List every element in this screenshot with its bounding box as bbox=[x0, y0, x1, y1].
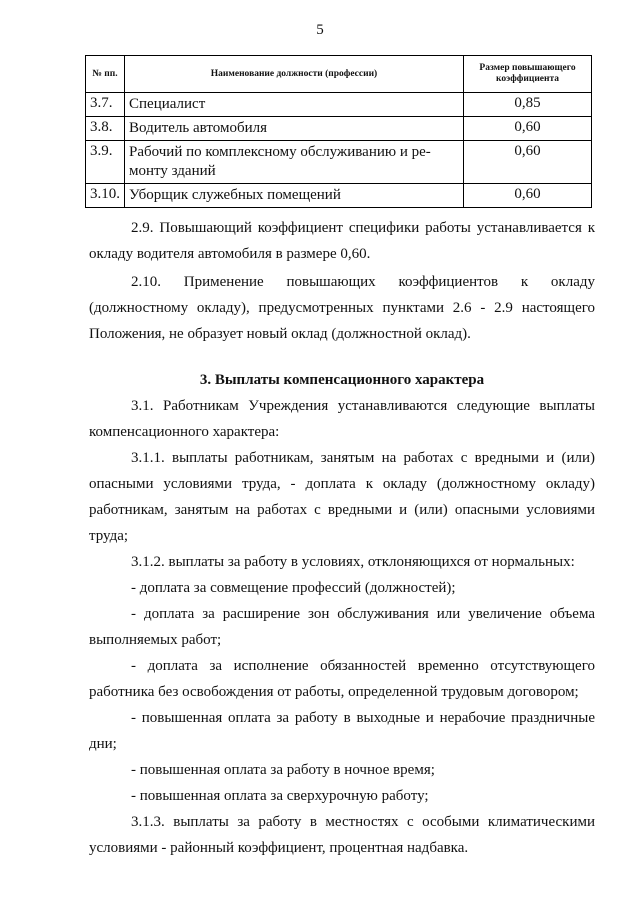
paragraph-3-1-3: 3.1.3. выплаты за работу в местностях с особыми климатическими условиями - районный коэффициент, процентная надбавка. bbox=[89, 814, 595, 856]
paragraph-2-10-continuation: (должностному окладу), предусмотренных пунктами 2.6 - 2.9 настоящего Положения, не образует новый оклад (должностной оклад). bbox=[89, 300, 595, 342]
row-coefficient: 0,60 bbox=[464, 184, 592, 208]
table-row bbox=[86, 141, 592, 184]
list-item: - доплата за исполнение обязанностей временно отсутствующего работника без освобождения от работы, определенной трудовым договором; bbox=[89, 658, 595, 700]
document-body bbox=[89, 215, 595, 861]
list-item: - доплата за расширение зон обслуживания или увеличение объема выполняемых работ; bbox=[89, 606, 595, 648]
list-item: - доплата за совмещение профессий (должностей); bbox=[131, 580, 456, 596]
page-number: 5 bbox=[316, 22, 324, 38]
table-row bbox=[86, 184, 592, 208]
list-item: - повышенная оплата за сверхурочную работу; bbox=[131, 788, 429, 804]
row-position-name: Рабочий по комплексному обслуживанию и ре-монту зданий bbox=[125, 141, 464, 184]
header-number: № пп. bbox=[86, 56, 125, 93]
header-coefficient: Размер повышающего коэффициента bbox=[464, 56, 592, 93]
row-number: 3.9. bbox=[86, 141, 125, 184]
header-position-name: Наименование должности (профессии) bbox=[125, 56, 464, 93]
paragraph-2-9: 2.9. Повышающий коэффициент специфики работы устанавливается к окладу водителя автомобиля в размере 0,60. bbox=[89, 220, 595, 262]
paragraph-2-10-first-line: 2.10. Применение повышающих коэффициентов к окладу bbox=[131, 274, 595, 290]
table-row bbox=[86, 93, 592, 117]
coefficients-table bbox=[85, 55, 592, 208]
row-position-name: Водитель автомобиля bbox=[125, 117, 464, 141]
paragraph-3-1-2: 3.1.2. выплаты за работу в условиях, отклоняющихся от нормальных: bbox=[131, 554, 575, 570]
row-coefficient: 0,60 bbox=[464, 117, 592, 141]
row-position-name: Уборщик служебных помещений bbox=[125, 184, 464, 208]
section-3-heading: 3. Выплаты компенсационного характера bbox=[199, 372, 485, 388]
row-number: 3.7. bbox=[86, 93, 125, 117]
row-coefficient: 0,60 bbox=[464, 141, 592, 184]
row-number: 3.10. bbox=[86, 184, 125, 208]
row-coefficient: 0,85 bbox=[464, 93, 592, 117]
paragraph-3-1-1: 3.1.1. выплаты работникам, занятым на работах с вредными и (или) опасными условиями труда, - доплата к окладу (должностному окладу) работникам, занятым на работах с вредными и (или) опасными условиями труда; bbox=[89, 450, 595, 544]
paragraph-3-1: 3.1. Работникам Учреждения устанавливаются следующие выплаты компенсационного характера: bbox=[89, 398, 595, 440]
row-position-name: Специалист bbox=[125, 93, 464, 117]
table-row bbox=[86, 117, 592, 141]
list-item: - повышенная оплата за работу в выходные и нерабочие праздничные дни; bbox=[89, 710, 595, 752]
table-header-row bbox=[86, 56, 592, 93]
row-number: 3.8. bbox=[86, 117, 125, 141]
list-item: - повышенная оплата за работу в ночное время; bbox=[131, 762, 435, 778]
